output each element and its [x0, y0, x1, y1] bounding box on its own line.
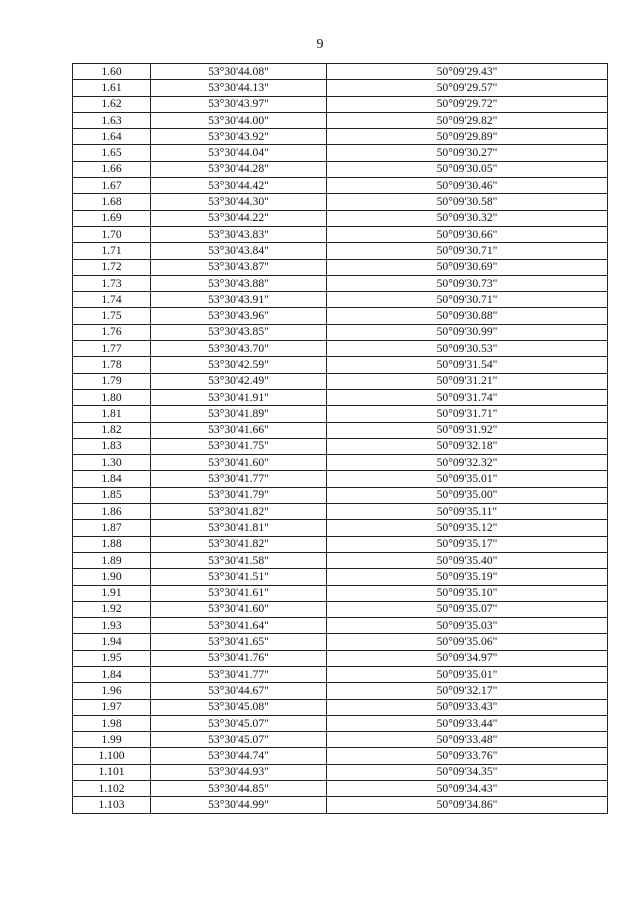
table-row	[73, 438, 608, 454]
table-row	[73, 259, 608, 275]
longitude-cell: 50°09'29.57"	[327, 80, 608, 96]
point-number-cell: 1.63	[73, 112, 151, 128]
latitude-cell: 53°30'44.74"	[151, 748, 327, 764]
longitude-cell: 50°09'34.86"	[327, 797, 608, 813]
point-number-cell: 1.77	[73, 341, 151, 357]
point-number-cell: 1.74	[73, 292, 151, 308]
longitude-cell: 50°09'29.89"	[327, 129, 608, 145]
latitude-cell: 53°30'41.64"	[151, 618, 327, 634]
longitude-cell: 50°09'30.32"	[327, 210, 608, 226]
table-row	[73, 699, 608, 715]
table-row	[73, 618, 608, 634]
table-row	[73, 666, 608, 682]
table-row	[73, 422, 608, 438]
latitude-cell: 53°30'41.82"	[151, 536, 327, 552]
longitude-cell: 50°09'34.43"	[327, 781, 608, 797]
table-row	[73, 275, 608, 291]
point-number-cell: 1.103	[73, 797, 151, 813]
point-number-cell: 1.92	[73, 601, 151, 617]
latitude-cell: 53°30'41.75"	[151, 438, 327, 454]
table-row	[73, 194, 608, 210]
latitude-cell: 53°30'41.66"	[151, 422, 327, 438]
table-row	[73, 292, 608, 308]
table-row	[73, 96, 608, 112]
table-row	[73, 520, 608, 536]
table-row	[73, 715, 608, 731]
longitude-cell: 50°09'29.43"	[327, 64, 608, 80]
latitude-cell: 53°30'43.87"	[151, 259, 327, 275]
point-number-cell: 1.98	[73, 715, 151, 731]
latitude-cell: 53°30'44.99"	[151, 797, 327, 813]
latitude-cell: 53°30'44.00"	[151, 112, 327, 128]
longitude-cell: 50°09'33.43"	[327, 699, 608, 715]
table-row	[73, 308, 608, 324]
point-number-cell: 1.69	[73, 210, 151, 226]
point-number-cell: 1.78	[73, 357, 151, 373]
longitude-cell: 50°09'35.12"	[327, 520, 608, 536]
latitude-cell: 53°30'41.58"	[151, 552, 327, 568]
table-row	[73, 243, 608, 259]
point-number-cell: 1.80	[73, 389, 151, 405]
table-row	[73, 552, 608, 568]
latitude-cell: 53°30'43.88"	[151, 275, 327, 291]
table-row	[73, 748, 608, 764]
longitude-cell: 50°09'35.01"	[327, 471, 608, 487]
latitude-cell: 53°30'42.59"	[151, 357, 327, 373]
page-number: 9	[316, 37, 324, 52]
point-number-cell: 1.84	[73, 666, 151, 682]
point-number-cell: 1.71	[73, 243, 151, 259]
point-number-cell: 1.84	[73, 471, 151, 487]
point-number-cell: 1.96	[73, 683, 151, 699]
latitude-cell: 53°30'43.97"	[151, 96, 327, 112]
latitude-cell: 53°30'44.93"	[151, 764, 327, 780]
table-row	[73, 569, 608, 585]
latitude-cell: 53°30'41.51"	[151, 569, 327, 585]
latitude-cell: 53°30'45.08"	[151, 699, 327, 715]
table-row	[73, 406, 608, 422]
point-number-cell: 1.75	[73, 308, 151, 324]
point-number-cell: 1.64	[73, 129, 151, 145]
longitude-cell: 50°09'35.19"	[327, 569, 608, 585]
point-number-cell: 1.76	[73, 324, 151, 340]
longitude-cell: 50°09'30.99"	[327, 324, 608, 340]
latitude-cell: 53°30'42.49"	[151, 373, 327, 389]
longitude-cell: 50°09'30.58"	[327, 194, 608, 210]
table-row	[73, 341, 608, 357]
point-number-cell: 1.87	[73, 520, 151, 536]
longitude-cell: 50°09'30.88"	[327, 308, 608, 324]
table-row	[73, 764, 608, 780]
point-number-cell: 1.90	[73, 569, 151, 585]
point-number-cell: 1.85	[73, 487, 151, 503]
longitude-cell: 50°09'33.48"	[327, 732, 608, 748]
table-row	[73, 112, 608, 128]
latitude-cell: 53°30'44.13"	[151, 80, 327, 96]
longitude-cell: 50°09'30.05"	[327, 161, 608, 177]
point-number-cell: 1.97	[73, 699, 151, 715]
table-row	[73, 781, 608, 797]
latitude-cell: 53°30'45.07"	[151, 732, 327, 748]
latitude-cell: 53°30'41.76"	[151, 650, 327, 666]
latitude-cell: 53°30'43.85"	[151, 324, 327, 340]
table-row	[73, 226, 608, 242]
point-number-cell: 1.73	[73, 275, 151, 291]
table-row	[73, 455, 608, 471]
longitude-cell: 50°09'35.03"	[327, 618, 608, 634]
longitude-cell: 50°09'35.07"	[327, 601, 608, 617]
latitude-cell: 53°30'43.83"	[151, 226, 327, 242]
point-number-cell: 1.66	[73, 161, 151, 177]
point-number-cell: 1.60	[73, 64, 151, 80]
table-row	[73, 650, 608, 666]
point-number-cell: 1.79	[73, 373, 151, 389]
latitude-cell: 53°30'41.82"	[151, 504, 327, 520]
latitude-cell: 53°30'43.91"	[151, 292, 327, 308]
latitude-cell: 53°30'41.77"	[151, 471, 327, 487]
point-number-cell: 1.99	[73, 732, 151, 748]
table-row	[73, 585, 608, 601]
point-number-cell: 1.91	[73, 585, 151, 601]
point-number-cell: 1.68	[73, 194, 151, 210]
point-number-cell: 1.30	[73, 455, 151, 471]
point-number-cell: 1.61	[73, 80, 151, 96]
table-row	[73, 487, 608, 503]
table-row	[73, 373, 608, 389]
longitude-cell: 50°09'35.06"	[327, 634, 608, 650]
longitude-cell: 50°09'32.18"	[327, 438, 608, 454]
table-row	[73, 161, 608, 177]
longitude-cell: 50°09'31.21"	[327, 373, 608, 389]
longitude-cell: 50°09'32.32"	[327, 455, 608, 471]
latitude-cell: 53°30'44.42"	[151, 178, 327, 194]
latitude-cell: 53°30'45.07"	[151, 715, 327, 731]
longitude-cell: 50°09'30.71"	[327, 243, 608, 259]
latitude-cell: 53°30'41.91"	[151, 389, 327, 405]
longitude-cell: 50°09'30.71"	[327, 292, 608, 308]
table-row	[73, 178, 608, 194]
table-row	[73, 504, 608, 520]
point-number-cell: 1.82	[73, 422, 151, 438]
point-number-cell: 1.88	[73, 536, 151, 552]
latitude-cell: 53°30'43.70"	[151, 341, 327, 357]
longitude-cell: 50°09'32.17"	[327, 683, 608, 699]
latitude-cell: 53°30'44.22"	[151, 210, 327, 226]
longitude-cell: 50°09'33.44"	[327, 715, 608, 731]
point-number-cell: 1.102	[73, 781, 151, 797]
longitude-cell: 50°09'33.76"	[327, 748, 608, 764]
table-row	[73, 797, 608, 813]
table-row	[73, 64, 608, 80]
point-number-cell: 1.86	[73, 504, 151, 520]
point-number-cell: 1.89	[73, 552, 151, 568]
latitude-cell: 53°30'41.77"	[151, 666, 327, 682]
latitude-cell: 53°30'44.04"	[151, 145, 327, 161]
longitude-cell: 50°09'35.00"	[327, 487, 608, 503]
longitude-cell: 50°09'30.46"	[327, 178, 608, 194]
table-row	[73, 145, 608, 161]
latitude-cell: 53°30'44.30"	[151, 194, 327, 210]
table-row	[73, 683, 608, 699]
longitude-cell: 50°09'30.69"	[327, 259, 608, 275]
table-row	[73, 210, 608, 226]
longitude-cell: 50°09'30.73"	[327, 275, 608, 291]
table-row	[73, 634, 608, 650]
longitude-cell: 50°09'30.27"	[327, 145, 608, 161]
latitude-cell: 53°30'41.60"	[151, 601, 327, 617]
point-number-cell: 1.94	[73, 634, 151, 650]
table-row	[73, 601, 608, 617]
longitude-cell: 50°09'31.92"	[327, 422, 608, 438]
longitude-cell: 50°09'31.54"	[327, 357, 608, 373]
latitude-cell: 53°30'41.89"	[151, 406, 327, 422]
latitude-cell: 53°30'44.67"	[151, 683, 327, 699]
point-number-cell: 1.81	[73, 406, 151, 422]
point-number-cell: 1.83	[73, 438, 151, 454]
latitude-cell: 53°30'41.81"	[151, 520, 327, 536]
point-number-cell: 1.62	[73, 96, 151, 112]
coordinates-table-body	[73, 64, 608, 814]
longitude-cell: 50°09'35.10"	[327, 585, 608, 601]
latitude-cell: 53°30'43.92"	[151, 129, 327, 145]
table-row	[73, 129, 608, 145]
table-row	[73, 389, 608, 405]
longitude-cell: 50°09'35.40"	[327, 552, 608, 568]
latitude-cell: 53°30'44.85"	[151, 781, 327, 797]
longitude-cell: 50°09'31.74"	[327, 389, 608, 405]
table-row	[73, 732, 608, 748]
longitude-cell: 50°09'29.72"	[327, 96, 608, 112]
longitude-cell: 50°09'35.17"	[327, 536, 608, 552]
longitude-cell: 50°09'31.71"	[327, 406, 608, 422]
latitude-cell: 53°30'43.84"	[151, 243, 327, 259]
point-number-cell: 1.101	[73, 764, 151, 780]
longitude-cell: 50°09'30.66"	[327, 226, 608, 242]
point-number-cell: 1.65	[73, 145, 151, 161]
latitude-cell: 53°30'44.28"	[151, 161, 327, 177]
latitude-cell: 53°30'41.65"	[151, 634, 327, 650]
longitude-cell: 50°09'35.11"	[327, 504, 608, 520]
latitude-cell: 53°30'44.08"	[151, 64, 327, 80]
point-number-cell: 1.93	[73, 618, 151, 634]
point-number-cell: 1.95	[73, 650, 151, 666]
latitude-cell: 53°30'41.60"	[151, 455, 327, 471]
point-number-cell: 1.67	[73, 178, 151, 194]
longitude-cell: 50°09'35.01"	[327, 666, 608, 682]
latitude-cell: 53°30'41.79"	[151, 487, 327, 503]
table-row	[73, 536, 608, 552]
table-row	[73, 324, 608, 340]
table-row	[73, 357, 608, 373]
longitude-cell: 50°09'29.82"	[327, 112, 608, 128]
longitude-cell: 50°09'34.97"	[327, 650, 608, 666]
point-number-cell: 1.72	[73, 259, 151, 275]
table-row	[73, 471, 608, 487]
latitude-cell: 53°30'41.61"	[151, 585, 327, 601]
table-row	[73, 80, 608, 96]
longitude-cell: 50°09'34.35"	[327, 764, 608, 780]
latitude-cell: 53°30'43.96"	[151, 308, 327, 324]
point-number-cell: 1.100	[73, 748, 151, 764]
longitude-cell: 50°09'30.53"	[327, 341, 608, 357]
coordinates-table	[72, 63, 608, 814]
point-number-cell: 1.70	[73, 226, 151, 242]
